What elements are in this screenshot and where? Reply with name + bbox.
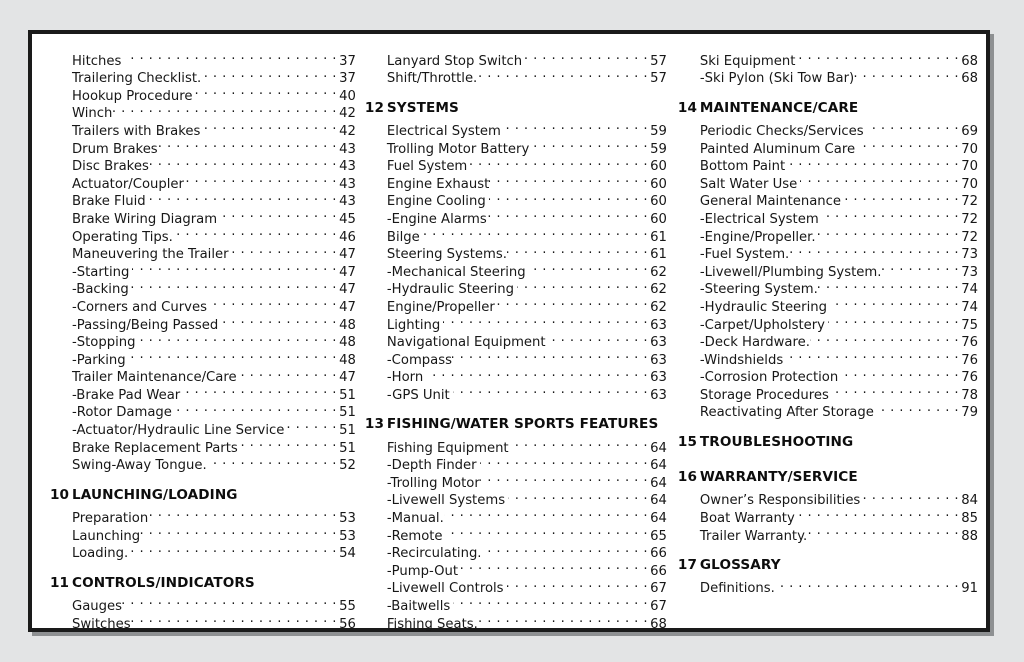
toc-entry-label: Hitches xyxy=(72,53,122,69)
toc-entry-page-number: 60 xyxy=(650,176,667,192)
toc-entry-page-number: 91 xyxy=(961,581,978,597)
chapter-title: WARRANTY/SERVICE xyxy=(699,469,858,486)
dot-leader xyxy=(810,329,959,347)
toc-entry-page-number: 51 xyxy=(339,440,356,456)
chapter-number: 17 xyxy=(677,557,698,574)
chapter-heading[interactable] xyxy=(678,100,978,118)
toc-entry-page-number: 63 xyxy=(650,317,667,333)
toc-entry-page-number: 70 xyxy=(961,176,978,192)
toc-entry-page-number: 43 xyxy=(339,176,356,192)
chapter-heading[interactable] xyxy=(50,487,356,505)
dot-leader xyxy=(241,434,337,452)
dot-leader xyxy=(132,258,337,276)
toc-entry-label: Operating Tips. xyxy=(72,229,173,245)
dot-leader xyxy=(129,276,337,294)
dot-leader xyxy=(818,276,959,294)
toc-columns xyxy=(32,34,986,632)
dot-leader xyxy=(487,205,648,223)
dot-leader xyxy=(867,117,959,135)
toc-entry-page-number: 43 xyxy=(339,159,356,175)
dot-leader xyxy=(517,276,648,294)
toc-entry-label: Hookup Procedure xyxy=(72,88,193,104)
dot-leader xyxy=(532,135,648,153)
dot-leader xyxy=(443,311,648,329)
dot-leader xyxy=(129,346,337,364)
dot-leader xyxy=(124,47,337,65)
toc-entry-page-number: 64 xyxy=(650,475,667,491)
toc-entry-label: Periodic Checks/Services xyxy=(699,123,864,139)
dot-leader xyxy=(807,522,959,540)
toc-entry-page-number: 59 xyxy=(650,141,667,157)
toc-entry-label: -Mechanical Steering xyxy=(386,264,526,280)
toc-entry-label: Shift/Throttle. xyxy=(386,71,478,87)
dot-leader xyxy=(501,117,648,135)
dot-leader xyxy=(139,329,337,347)
toc-entry-label: Engine Cooling xyxy=(386,194,486,210)
toc-entry-page-number: 47 xyxy=(339,282,356,298)
toc-entry-label: -Livewell Systems xyxy=(386,493,506,509)
toc-entry-label: -Livewell Controls xyxy=(386,581,504,597)
dot-leader xyxy=(785,153,959,171)
chapter-title: TROUBLESHOOTING xyxy=(699,434,854,451)
toc-entry-label: -Brake Pad Wear xyxy=(72,387,181,403)
toc-entry-page-number: 53 xyxy=(339,528,356,544)
toc-entry-label: Trailer Warranty. xyxy=(699,528,808,544)
toc-entry[interactable] xyxy=(365,434,667,456)
toc-entry-page-number: 63 xyxy=(650,387,667,403)
toc-entry-label: Fuel System xyxy=(386,159,468,175)
chapter-heading[interactable] xyxy=(678,434,978,452)
dot-leader xyxy=(192,82,336,100)
toc-entry-label: -Steering System. xyxy=(699,282,818,298)
toc-entry[interactable] xyxy=(678,47,978,69)
toc-entry-page-number: 66 xyxy=(650,563,667,579)
dot-leader xyxy=(789,241,959,259)
toc-entry-page-number: 76 xyxy=(961,335,978,351)
dot-leader xyxy=(854,65,959,83)
toc-entry[interactable] xyxy=(678,487,978,509)
toc-entry-page-number: 42 xyxy=(339,123,356,139)
toc-entry-label: Brake Fluid xyxy=(72,194,146,210)
dot-leader xyxy=(420,223,648,241)
toc-entry-label: Steering Systems. xyxy=(386,247,507,263)
toc-entry[interactable] xyxy=(678,117,978,139)
dot-leader xyxy=(495,293,648,311)
toc-entry-page-number: 55 xyxy=(339,599,356,614)
toc-entry-page-number: 88 xyxy=(961,528,978,544)
chapter-title: MAINTENANCE/CARE xyxy=(699,99,859,116)
toc-entry-page-number: 47 xyxy=(339,264,356,280)
toc-entry-label: Brake Replacement Parts xyxy=(72,440,238,456)
toc-entry-label: -Horn xyxy=(386,370,424,386)
dot-leader xyxy=(220,205,337,223)
dot-leader xyxy=(426,364,648,382)
toc-entry-label: -Corners and Curves xyxy=(72,299,207,315)
dot-leader xyxy=(112,100,337,118)
toc-entry-label: -Rotor Damage xyxy=(72,405,172,421)
toc-entry-page-number: 74 xyxy=(961,282,978,298)
toc-entry-label: -Corrosion Protection xyxy=(699,370,839,386)
toc-entry-label: Trailering Checklist. xyxy=(72,71,202,87)
dot-leader xyxy=(175,399,337,417)
toc-entry-page-number: 47 xyxy=(339,247,356,263)
toc-entry-page-number: 43 xyxy=(339,194,356,210)
dot-leader xyxy=(509,434,648,452)
toc-entry-label: Switches xyxy=(72,616,131,632)
toc-entry-page-number: 69 xyxy=(961,123,978,139)
toc-entry-page-number: 72 xyxy=(961,194,978,210)
dot-leader xyxy=(822,205,959,223)
dot-leader xyxy=(453,592,648,610)
toc-entry-label: -Actuator/Hydraulic Line Service xyxy=(72,423,285,439)
toc-entry-page-number: 63 xyxy=(650,352,667,368)
toc-entry-label: Lanyard Stop Switch xyxy=(386,53,523,69)
dot-leader xyxy=(529,258,648,276)
toc-column xyxy=(356,47,667,632)
toc-entry-page-number: 68 xyxy=(650,616,667,632)
dot-leader xyxy=(507,241,648,259)
toc-entry-page-number: 64 xyxy=(650,511,667,527)
toc-entry-label: -Recirculating. xyxy=(386,546,482,562)
toc-entry-page-number: 67 xyxy=(650,581,667,597)
toc-entry-label: Winch xyxy=(72,106,113,122)
toc-entry-label: Storage Procedures xyxy=(699,387,829,403)
toc-entry-label: Navigational Equipment xyxy=(386,335,546,351)
toc-entry-label: Maneuvering the Trailer xyxy=(72,247,229,263)
toc-entry-page-number: 51 xyxy=(339,387,356,403)
chapter-number: 13 xyxy=(364,416,385,433)
toc-entry-label: Fishing Equipment xyxy=(386,440,509,456)
toc-entry-page-number: 76 xyxy=(961,370,978,386)
dot-leader xyxy=(478,610,648,628)
chapter-heading[interactable] xyxy=(50,575,356,593)
dot-leader xyxy=(477,65,648,83)
toc-entry-label: Bilge xyxy=(386,229,420,245)
toc-entry-page-number: 57 xyxy=(650,53,667,69)
toc-entry-label: Reactivating After Storage xyxy=(699,405,874,421)
toc-entry-label: -Fuel System. xyxy=(699,247,790,263)
section-spacer xyxy=(678,452,978,470)
toc-entry-page-number: 62 xyxy=(650,282,667,298)
toc-entry-label: -Electrical System xyxy=(699,211,819,227)
chapter-title: SYSTEMS xyxy=(386,99,459,116)
toc-entry-page-number: 68 xyxy=(961,71,978,87)
toc-entry-label: Boat Warranty xyxy=(699,511,795,527)
toc-entry-label: -Depth Finder xyxy=(386,458,477,474)
dot-leader xyxy=(128,540,337,558)
chapter-number: 12 xyxy=(364,99,385,116)
toc-entry-label: Trailers with Brakes xyxy=(72,123,201,139)
toc-entry-label: Loading. xyxy=(72,546,129,562)
toc-entry-label: Launching xyxy=(72,528,141,544)
toc-entry-label: Trailer Maintenance/Care xyxy=(72,370,237,386)
chapter-heading[interactable] xyxy=(365,100,667,118)
toc-page xyxy=(28,30,990,632)
toc-entry-label: -Baitwells xyxy=(386,599,451,614)
toc-entry-label: -Deck Hardware. xyxy=(699,335,810,351)
dot-leader xyxy=(149,188,337,206)
toc-entry-page-number: 42 xyxy=(339,106,356,122)
toc-entry-label: Ski Equipment xyxy=(699,53,796,69)
toc-entry-page-number: 68 xyxy=(961,53,978,69)
toc-entry-label: Electrical System xyxy=(386,123,501,139)
toc-entry-label: -Engine/Propeller. xyxy=(699,229,816,245)
dot-leader xyxy=(201,65,337,83)
toc-entry-page-number: 48 xyxy=(339,352,356,368)
toc-entry-label: Gauges xyxy=(72,599,123,614)
dot-leader xyxy=(461,557,648,575)
toc-entry-page-number: 60 xyxy=(650,194,667,210)
dot-leader xyxy=(858,135,959,153)
toc-entry-label: Engine Exhaust xyxy=(386,176,490,192)
chapter-number: 11 xyxy=(50,574,70,591)
dot-leader xyxy=(525,47,648,65)
chapter-heading[interactable] xyxy=(365,416,667,434)
dot-leader xyxy=(453,381,648,399)
toc-entry-page-number: 78 xyxy=(961,387,978,403)
dot-leader xyxy=(173,223,337,241)
toc-entry-label: Owner’s Responsibilities xyxy=(699,493,861,509)
toc-entry-label: Trolling Motor Battery xyxy=(386,141,530,157)
dot-leader xyxy=(507,575,648,593)
dot-leader xyxy=(838,364,959,382)
toc-entry-page-number: 64 xyxy=(650,440,667,456)
toc-entry[interactable] xyxy=(50,592,356,614)
dot-leader xyxy=(183,381,337,399)
chapter-title: CONTROLS/INDICATORS xyxy=(72,574,255,591)
toc-entry-page-number: 37 xyxy=(339,71,356,87)
dot-leader xyxy=(881,258,959,276)
toc-entry-label: -Backing xyxy=(72,282,129,298)
dot-leader xyxy=(877,399,959,417)
toc-entry-page-number: 85 xyxy=(961,511,978,527)
toc-entry-page-number: 60 xyxy=(650,211,667,227)
toc-entry-page-number: 63 xyxy=(650,370,667,386)
dot-leader xyxy=(786,346,959,364)
toc-entry-label: General Maintenance xyxy=(699,194,842,210)
toc-entry-page-number: 76 xyxy=(961,352,978,368)
dot-leader xyxy=(149,153,337,171)
toc-entry-page-number: 72 xyxy=(961,211,978,227)
dot-leader xyxy=(830,293,959,311)
dot-leader xyxy=(480,452,648,470)
toc-entry-label: Engine/Propeller xyxy=(386,299,495,315)
toc-entry-label: -Engine Alarms xyxy=(386,211,487,227)
toc-entry-label: Preparation xyxy=(72,511,149,527)
toc-entry-page-number: 75 xyxy=(961,317,978,333)
toc-entry-page-number: 59 xyxy=(650,123,667,139)
toc-entry-label: -Remote xyxy=(386,528,443,544)
toc-entry-page-number: 46 xyxy=(339,229,356,245)
toc-entry-page-number: 47 xyxy=(339,370,356,386)
toc-entry-page-number: 62 xyxy=(650,264,667,280)
toc-entry-page-number: 57 xyxy=(650,71,667,87)
toc-column xyxy=(40,47,356,632)
toc-entry-page-number: 48 xyxy=(339,317,356,333)
toc-entry-page-number: 70 xyxy=(961,159,978,175)
dot-leader xyxy=(203,117,336,135)
toc-entry-page-number: 84 xyxy=(961,493,978,509)
dot-leader xyxy=(446,522,648,540)
toc-entry-page-number: 37 xyxy=(339,53,356,69)
toc-entry-page-number: 53 xyxy=(339,511,356,527)
dot-leader xyxy=(508,487,648,505)
dot-leader xyxy=(158,135,337,153)
dot-leader xyxy=(240,364,337,382)
toc-entry[interactable] xyxy=(50,47,356,69)
toc-entry-label: Painted Aluminum Care xyxy=(699,141,856,157)
dot-leader xyxy=(480,469,648,487)
dot-leader xyxy=(795,504,959,522)
toc-entry-page-number: 40 xyxy=(339,88,356,104)
dot-leader xyxy=(232,241,337,259)
dot-leader xyxy=(218,311,337,329)
toc-entry-label: -Parking xyxy=(72,352,126,368)
toc-entry-label: -Pump-Out xyxy=(386,563,458,579)
toc-entry-page-number: 48 xyxy=(339,335,356,351)
toc-entry-label: Fishing Seats. xyxy=(386,616,478,632)
toc-entry-label: -Livewell/Plumbing System. xyxy=(699,264,882,280)
dot-leader xyxy=(470,153,648,171)
dot-leader xyxy=(444,504,648,522)
dot-leader xyxy=(489,188,648,206)
toc-entry-page-number: 56 xyxy=(339,616,356,632)
dot-leader xyxy=(775,575,959,593)
toc-entry-page-number: 73 xyxy=(961,247,978,263)
toc-entry-label: Disc Brakes xyxy=(72,159,149,175)
toc-entry-label: -Hydraulic Steering xyxy=(386,282,514,298)
dot-leader xyxy=(122,592,337,610)
toc-entry[interactable] xyxy=(365,47,667,69)
dot-leader xyxy=(207,452,337,470)
toc-entry-page-number: 60 xyxy=(650,159,667,175)
toc-entry-page-number: 73 xyxy=(961,264,978,280)
toc-entry-page-number: 64 xyxy=(650,493,667,509)
toc-entry-label: Definitions. xyxy=(699,581,775,597)
toc-entry-page-number: 61 xyxy=(650,229,667,245)
toc-entry-page-number: 65 xyxy=(650,528,667,544)
chapter-title: FISHING/WATER SPORTS FEATURES xyxy=(386,416,659,433)
toc-entry-page-number: 43 xyxy=(339,141,356,157)
chapter-number: 10 xyxy=(50,486,70,503)
dot-leader xyxy=(816,223,959,241)
toc-entry-label: -GPS Unit xyxy=(386,387,450,403)
chapter-number: 15 xyxy=(677,434,698,451)
toc-entry-page-number: 52 xyxy=(339,458,356,474)
toc-entry-label: Drum Brakes xyxy=(72,141,158,157)
toc-entry-page-number: 45 xyxy=(339,211,356,227)
toc-entry-page-number: 70 xyxy=(961,141,978,157)
toc-entry-label: -Manual. xyxy=(386,511,444,527)
toc-entry-label: -Carpet/Upholstery xyxy=(699,317,825,333)
toc-entry-page-number: 54 xyxy=(339,546,356,562)
toc-entry-page-number: 62 xyxy=(650,299,667,315)
toc-column xyxy=(667,47,978,628)
toc-entry[interactable] xyxy=(365,117,667,139)
toc-entry-label: Brake Wiring Diagram xyxy=(72,211,218,227)
toc-entry-page-number: 79 xyxy=(961,405,978,421)
toc-entry-page-number: 74 xyxy=(961,299,978,315)
toc-entry-label: -Starting xyxy=(72,264,130,280)
dot-leader xyxy=(140,522,337,540)
toc-entry-label: -Hydraulic Steering xyxy=(699,299,827,315)
chapter-heading[interactable] xyxy=(678,469,978,487)
dot-leader xyxy=(489,170,648,188)
toc-entry-page-number: 67 xyxy=(650,599,667,614)
dot-leader xyxy=(210,293,337,311)
dot-leader xyxy=(452,346,648,364)
toc-entry-label: -Trolling Motor xyxy=(386,475,480,491)
toc-entry[interactable] xyxy=(50,504,356,527)
toc-entry-label: -Passing/Being Passed xyxy=(72,317,219,333)
chapter-title: GLOSSARY xyxy=(699,557,781,574)
toc-entry-page-number: 51 xyxy=(339,405,356,421)
dot-leader xyxy=(287,416,337,434)
chapter-number: 14 xyxy=(677,99,698,116)
toc-entry-page-number: 47 xyxy=(339,299,356,315)
toc-entry-label: Actuator/Coupler xyxy=(72,176,184,192)
toc-entry-label: Salt Water Use xyxy=(699,176,798,192)
toc-entry-label: Swing-Away Tongue. xyxy=(72,458,207,474)
toc-entry-page-number: 64 xyxy=(650,458,667,474)
chapter-title: LAUNCHING/LOADING xyxy=(72,486,238,503)
dot-leader xyxy=(860,487,959,505)
toc-entry[interactable] xyxy=(678,575,978,597)
dot-leader xyxy=(800,170,959,188)
toc-entry-label: -Compass xyxy=(386,352,452,368)
dot-leader xyxy=(832,381,959,399)
toc-entry-page-number: 72 xyxy=(961,229,978,245)
chapter-heading[interactable] xyxy=(678,557,978,575)
toc-entry-label: -Stopping xyxy=(72,335,136,351)
toc-entry-page-number: 51 xyxy=(339,423,356,439)
dot-leader xyxy=(482,540,648,558)
toc-entry-page-number: 63 xyxy=(650,335,667,351)
dot-leader xyxy=(841,188,959,206)
dot-leader xyxy=(546,329,648,347)
toc-entry-page-number: 61 xyxy=(650,247,667,263)
toc-entry-label: -Ski Pylon (Ski Tow Bar) xyxy=(699,71,855,87)
dot-leader xyxy=(131,610,337,628)
dot-leader xyxy=(148,504,337,522)
chapter-number: 16 xyxy=(677,469,698,486)
toc-entry-label: Bottom Paint xyxy=(699,159,786,175)
dot-leader xyxy=(184,170,337,188)
dot-leader xyxy=(795,47,959,65)
toc-entry-label: Lighting xyxy=(386,317,441,333)
dot-leader xyxy=(828,311,959,329)
toc-entry-page-number: 66 xyxy=(650,546,667,562)
toc-entry-label: -Windshields xyxy=(699,352,784,368)
